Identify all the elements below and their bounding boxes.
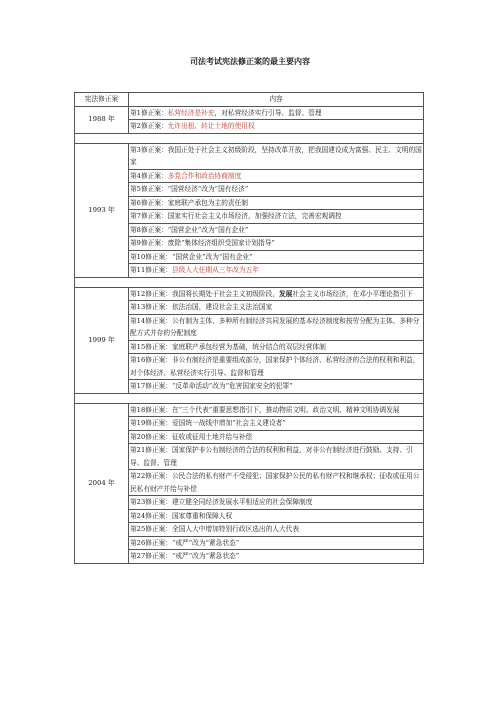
amendment-text: 征收或征用土地并给与补偿 bbox=[171, 432, 253, 441]
amendment-label: 第10修正案： bbox=[130, 252, 172, 261]
amendment-label: 第11修正案： bbox=[130, 266, 172, 274]
content-cell bbox=[129, 237, 424, 251]
amendments-table bbox=[74, 92, 424, 564]
separator-cell bbox=[75, 393, 424, 403]
content-cell bbox=[129, 120, 424, 134]
header-year: 宪法修正案 bbox=[75, 93, 129, 107]
amendment-label: 第22修正案： bbox=[130, 472, 172, 480]
content-cell bbox=[129, 509, 424, 523]
amendment-text: 公民合法的私有财产不受侵犯；国家保护公民的私有财产权和继承权；征收或征用公民私有财产并给与补偿 bbox=[130, 472, 420, 493]
amendment-label: 第6修正案： bbox=[130, 198, 168, 207]
separator-cell bbox=[75, 277, 424, 287]
amendment-red: 县级人大任期从三年改为五年 bbox=[171, 266, 259, 274]
amendment-label: 第12修正案： bbox=[130, 289, 172, 298]
amendment-label: 第25修正案： bbox=[130, 525, 172, 533]
content-cell bbox=[129, 403, 424, 417]
amendment-text: 我国正处于社会主义初级阶段，坚持改革开放，把我国建设成为富强、民主、文明的国家 bbox=[130, 145, 422, 166]
content-cell bbox=[129, 444, 424, 470]
amendment-label: 第2修正案： bbox=[130, 122, 168, 130]
amendment-label: 第8修正案： bbox=[130, 225, 168, 234]
amendment-label: 第4修正案： bbox=[130, 171, 168, 180]
amendment-label: 第18修正案： bbox=[130, 405, 172, 414]
amendment-text: “戒严”改为“紧急状态” bbox=[171, 538, 240, 547]
amendment-text: “反革命活动”改为“危害国家安全的犯罪” bbox=[171, 382, 293, 390]
content-cell bbox=[129, 223, 424, 237]
amendment-label: 第7修正案： bbox=[130, 212, 168, 220]
amendment-text: 国家保护非公有制经济的合法的权利和利益，对非公有制经济进行鼓励、支持、引导、监督、管理 bbox=[130, 446, 413, 467]
amendment-label: 第23修正案： bbox=[130, 498, 172, 506]
content-cell bbox=[129, 250, 424, 264]
year-cell: 2004 年 bbox=[75, 403, 129, 563]
table-body bbox=[75, 106, 424, 563]
amendment-text: “国营经济”改为“国有经济” bbox=[167, 185, 249, 193]
amendment-label: 第9修正案： bbox=[130, 239, 168, 247]
amendment-label: 第15修正案： bbox=[130, 342, 172, 351]
amendment-text: 公有制为主体、多种所有制经济共同发展的基本经济制度和按劳分配为主体、多种分配方式并存的分配制度 bbox=[130, 316, 420, 337]
year-cell: 1993 年 bbox=[75, 143, 129, 277]
amendment-text: 国家实行社会主义市场经济，加强经济立法，完善宏观调控 bbox=[167, 212, 342, 220]
separator-cell bbox=[75, 133, 424, 143]
amendment-label: 第21修正案： bbox=[130, 446, 172, 454]
amendment-label: 第3修正案： bbox=[130, 145, 168, 154]
amendment-label: 第27修正案： bbox=[130, 552, 172, 560]
content-cell bbox=[129, 340, 424, 354]
amendment-label: 第17修正案： bbox=[130, 382, 172, 390]
content-cell bbox=[129, 496, 424, 510]
amendment-text2: 社会主义市场经济，在邓小平理论指引下 bbox=[292, 289, 413, 298]
content-cell bbox=[129, 430, 424, 444]
content-cell bbox=[129, 264, 424, 278]
amendment-red: 允许出租、转让土地的使用权 bbox=[167, 122, 255, 130]
content-cell bbox=[129, 536, 424, 550]
content-cell bbox=[129, 301, 424, 315]
amendment-text: 家庭联产承包经营为基础，统分结合的双层经营体制 bbox=[171, 342, 326, 351]
content-cell bbox=[129, 183, 424, 197]
header-content: 内容 bbox=[129, 93, 424, 107]
table-row bbox=[75, 106, 424, 120]
amendment-bold: 发展 bbox=[278, 289, 293, 298]
amendment-label: 第16修正案： bbox=[130, 356, 172, 364]
document-title: 司法考试宪法修正案的最主要内容 bbox=[190, 57, 310, 66]
content-cell bbox=[129, 169, 424, 183]
amendment-red: 私营经济是补充 bbox=[167, 108, 215, 117]
content-cell bbox=[129, 143, 424, 169]
content-cell bbox=[129, 106, 424, 120]
amendment-label: 第19修正案： bbox=[130, 419, 172, 427]
content-cell bbox=[129, 417, 424, 431]
table-header-row bbox=[75, 93, 424, 107]
amendment-text: “国营企业”改为“国有企业” bbox=[171, 252, 253, 261]
content-cell bbox=[129, 550, 424, 564]
content-cell bbox=[129, 287, 424, 301]
amendment-label: 第1修正案： bbox=[130, 108, 168, 117]
amendment-text: 在“三个代表”重要思想指引下，推动物质文明、政治文明、精神文明协调发展 bbox=[171, 405, 400, 414]
amendment-label: 第5修正案： bbox=[130, 185, 168, 193]
amendment-text: 废除“集体经济组织受国家计划指导” bbox=[167, 239, 275, 247]
group-separator bbox=[75, 133, 424, 143]
amendment-text: 建立健全同经济发展水平相适应的社会保障制度 bbox=[171, 498, 313, 506]
content-cell bbox=[129, 523, 424, 537]
amendment-red: 多党合作和政治协商制度 bbox=[167, 171, 242, 180]
table-row bbox=[75, 143, 424, 169]
table-row bbox=[75, 287, 424, 301]
content-cell bbox=[129, 380, 424, 394]
year-cell: 1988 年 bbox=[75, 106, 129, 133]
amendment-text: 家庭联产承包为主的责任制 bbox=[167, 198, 248, 207]
content-cell bbox=[129, 354, 424, 380]
content-cell bbox=[129, 210, 424, 224]
group-separator bbox=[75, 277, 424, 287]
amendment-text: “国营企业”改为“国有企业” bbox=[167, 225, 249, 234]
amendment-label: 第13修正案： bbox=[130, 303, 172, 311]
amendment-text: 非公有制经济是重要组成部分，国家保护个体经济、私营经济的合法的权利和利益，对个体经济、私营经济实行引导、监督和管理 bbox=[130, 356, 420, 377]
year-cell: 1999 年 bbox=[75, 287, 129, 393]
amendment-text: 我国将长期处于社会主义初级阶段， bbox=[171, 289, 279, 298]
amendment-label: 第26修正案： bbox=[130, 538, 172, 547]
amendment-text: 全国人大中增加特别行政区选出的人大代表 bbox=[171, 525, 300, 533]
amendment-label: 第14修正案： bbox=[130, 316, 172, 325]
amendment-text: “戒严”改为“紧急状态” bbox=[171, 552, 240, 560]
amendment-label: 第24修正案： bbox=[130, 511, 172, 520]
amendment-text: 依法治国，建设社会主义法治国家 bbox=[171, 303, 273, 311]
group-separator bbox=[75, 393, 424, 403]
content-cell bbox=[129, 470, 424, 496]
amendment-text: ，对私营经济实行引导、监督、管理 bbox=[214, 108, 322, 117]
content-cell bbox=[129, 196, 424, 210]
amendment-text: 国家尊重和保障人权 bbox=[171, 511, 233, 520]
content-cell bbox=[129, 314, 424, 340]
amendment-label: 第20修正案： bbox=[130, 432, 172, 441]
amendment-text: 爱国统一战线中增加“社会主义建设者” bbox=[171, 419, 286, 427]
table-row bbox=[75, 403, 424, 417]
